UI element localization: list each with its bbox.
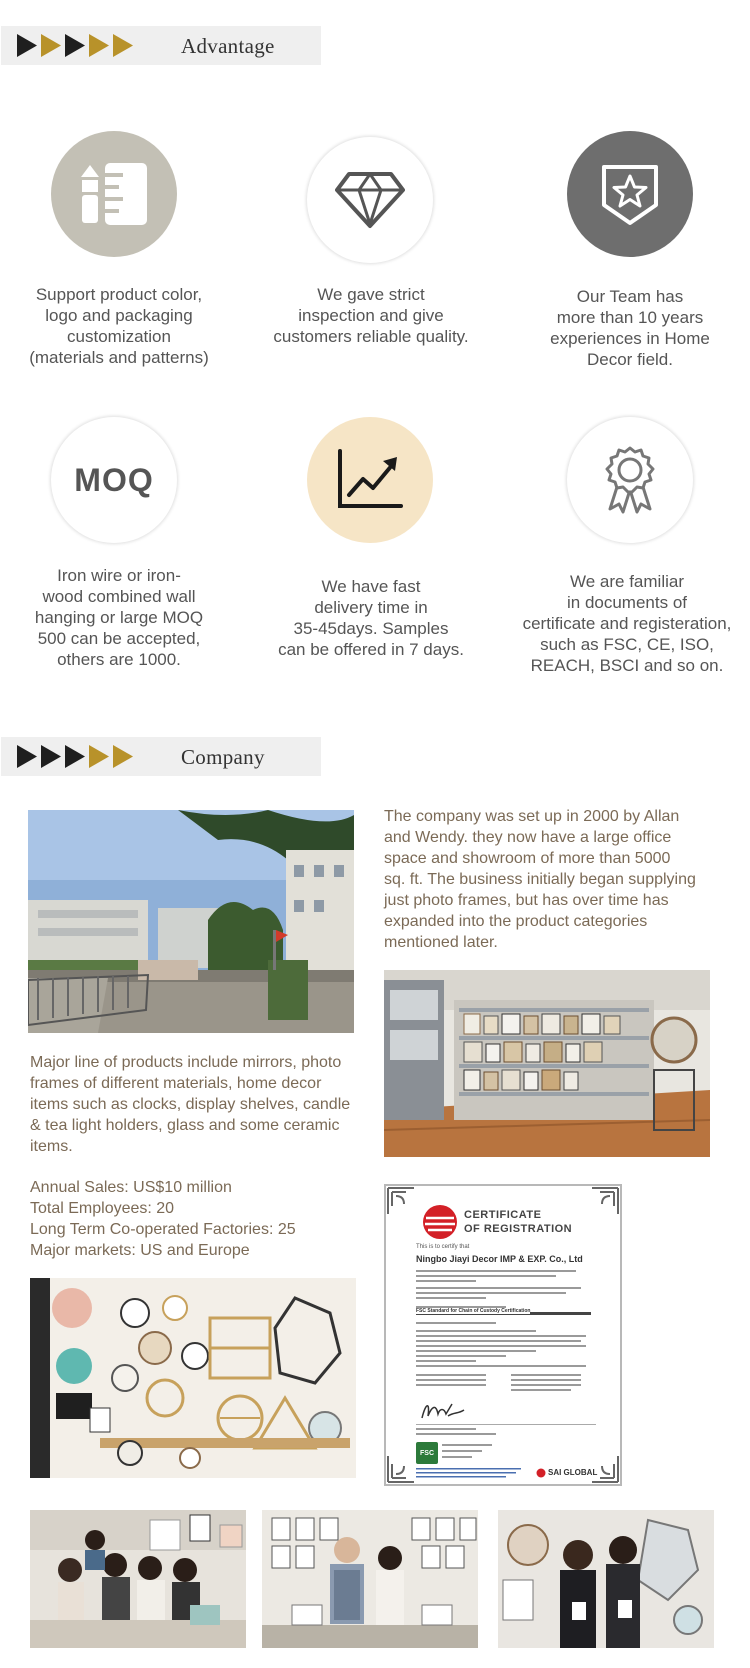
certificate-company-name: Ningbo Jiayi Decor IMP & EXP. Co., Ltd xyxy=(416,1254,583,1264)
showroom-photo xyxy=(384,970,710,1157)
ornament-corner-icon xyxy=(386,1454,416,1484)
team-photo-2 xyxy=(262,1510,478,1648)
advantage-text-3: Our Team has more than 10 years experiences in Home Decor field. xyxy=(550,287,710,369)
advantage-text-4: Iron wire or iron- wood combined wall hanging or large MOQ 500 can be accepted, others are 1000. xyxy=(34,566,204,669)
certificate-heading-line1: CERTIFICATE xyxy=(464,1209,542,1221)
company-stats-text: Annual Sales: US$10 million Total Employees: 20 Long Term Co-operated Factories: 25 Major markets: US and Europe xyxy=(30,1179,296,1259)
wall-decor-photo xyxy=(30,1278,356,1478)
diamond-icon xyxy=(335,170,405,230)
footer-lines xyxy=(442,1444,512,1462)
ornament-corner-icon xyxy=(386,1186,416,1216)
certificate-issuer: SAI GLOBAL xyxy=(548,1468,598,1477)
signature-lines xyxy=(416,1424,596,1440)
moq-label: MOQ xyxy=(74,461,154,498)
advantage-text-6: We are familiar in documents of certificate and registeration, such as FSC, CE, ISO, REACH, BSCI and so on. xyxy=(522,572,732,675)
company-intro-text: The company was set up in 2000 by Allan and Wendy. they now have a large office space and showroom of more than 5000 sq. ft. The business initially began supplying just photo frames, but has over time has expanded into the product categories mentioned later. xyxy=(384,808,696,951)
delivery-icon-circle xyxy=(307,417,433,543)
growth-chart-icon xyxy=(335,449,405,511)
star-badge-icon xyxy=(600,161,660,227)
customization-icon-circle xyxy=(51,131,177,257)
ornament-corner-icon xyxy=(590,1186,620,1216)
section-title: Company xyxy=(181,745,265,769)
advantage-text-5: We have fast delivery time in 35-45days. Samples can be offered in 7 days. xyxy=(278,577,464,659)
advantage-banner xyxy=(1,26,321,65)
arrow-triangles-icon xyxy=(17,744,141,769)
award-ribbon-icon xyxy=(600,445,660,515)
sai-global-logo-icon xyxy=(422,1204,458,1240)
certificate-image xyxy=(384,1184,622,1486)
fsc-logo-text: FSC xyxy=(420,1449,434,1457)
company-products-text: Major line of products include mirrors, photo frames of different materials, home decor items such as clocks, display shelves, candle & tea light holders, glass and some ceramic items. xyxy=(30,1054,351,1155)
company-banner xyxy=(1,737,321,776)
signature-icon xyxy=(418,1398,468,1422)
fsc-logo xyxy=(416,1442,438,1464)
footnote-lines xyxy=(416,1468,526,1480)
certification-icon-circle xyxy=(567,417,693,543)
team-icon-circle xyxy=(567,131,693,257)
arrow-triangles-icon xyxy=(17,33,141,58)
certificate-standard-text: FSC Standard for Chain of Custody Certification xyxy=(416,1308,531,1314)
section-title: Advantage xyxy=(181,34,275,58)
certificate-heading-line2: OF REGISTRATION xyxy=(464,1223,573,1235)
advantage-text-1: Support product color, logo and packaging customization (materials and patterns) xyxy=(29,285,209,367)
certificate-heading xyxy=(464,1208,572,1236)
factory-photo xyxy=(28,810,354,1033)
advantage-text-2: We gave strict inspection and give customers reliable quality. xyxy=(273,285,469,346)
team-photo-1 xyxy=(30,1510,246,1648)
certificate-body-lines xyxy=(416,1268,596,1398)
sai-global-small-logo-icon xyxy=(536,1468,546,1478)
moq-icon-circle xyxy=(51,417,177,543)
quality-icon-circle xyxy=(307,137,433,263)
ruler-pencil-icon xyxy=(79,159,149,229)
team-photo-3 xyxy=(498,1510,714,1648)
certificate-certify-text: This is to certify that xyxy=(416,1244,470,1250)
